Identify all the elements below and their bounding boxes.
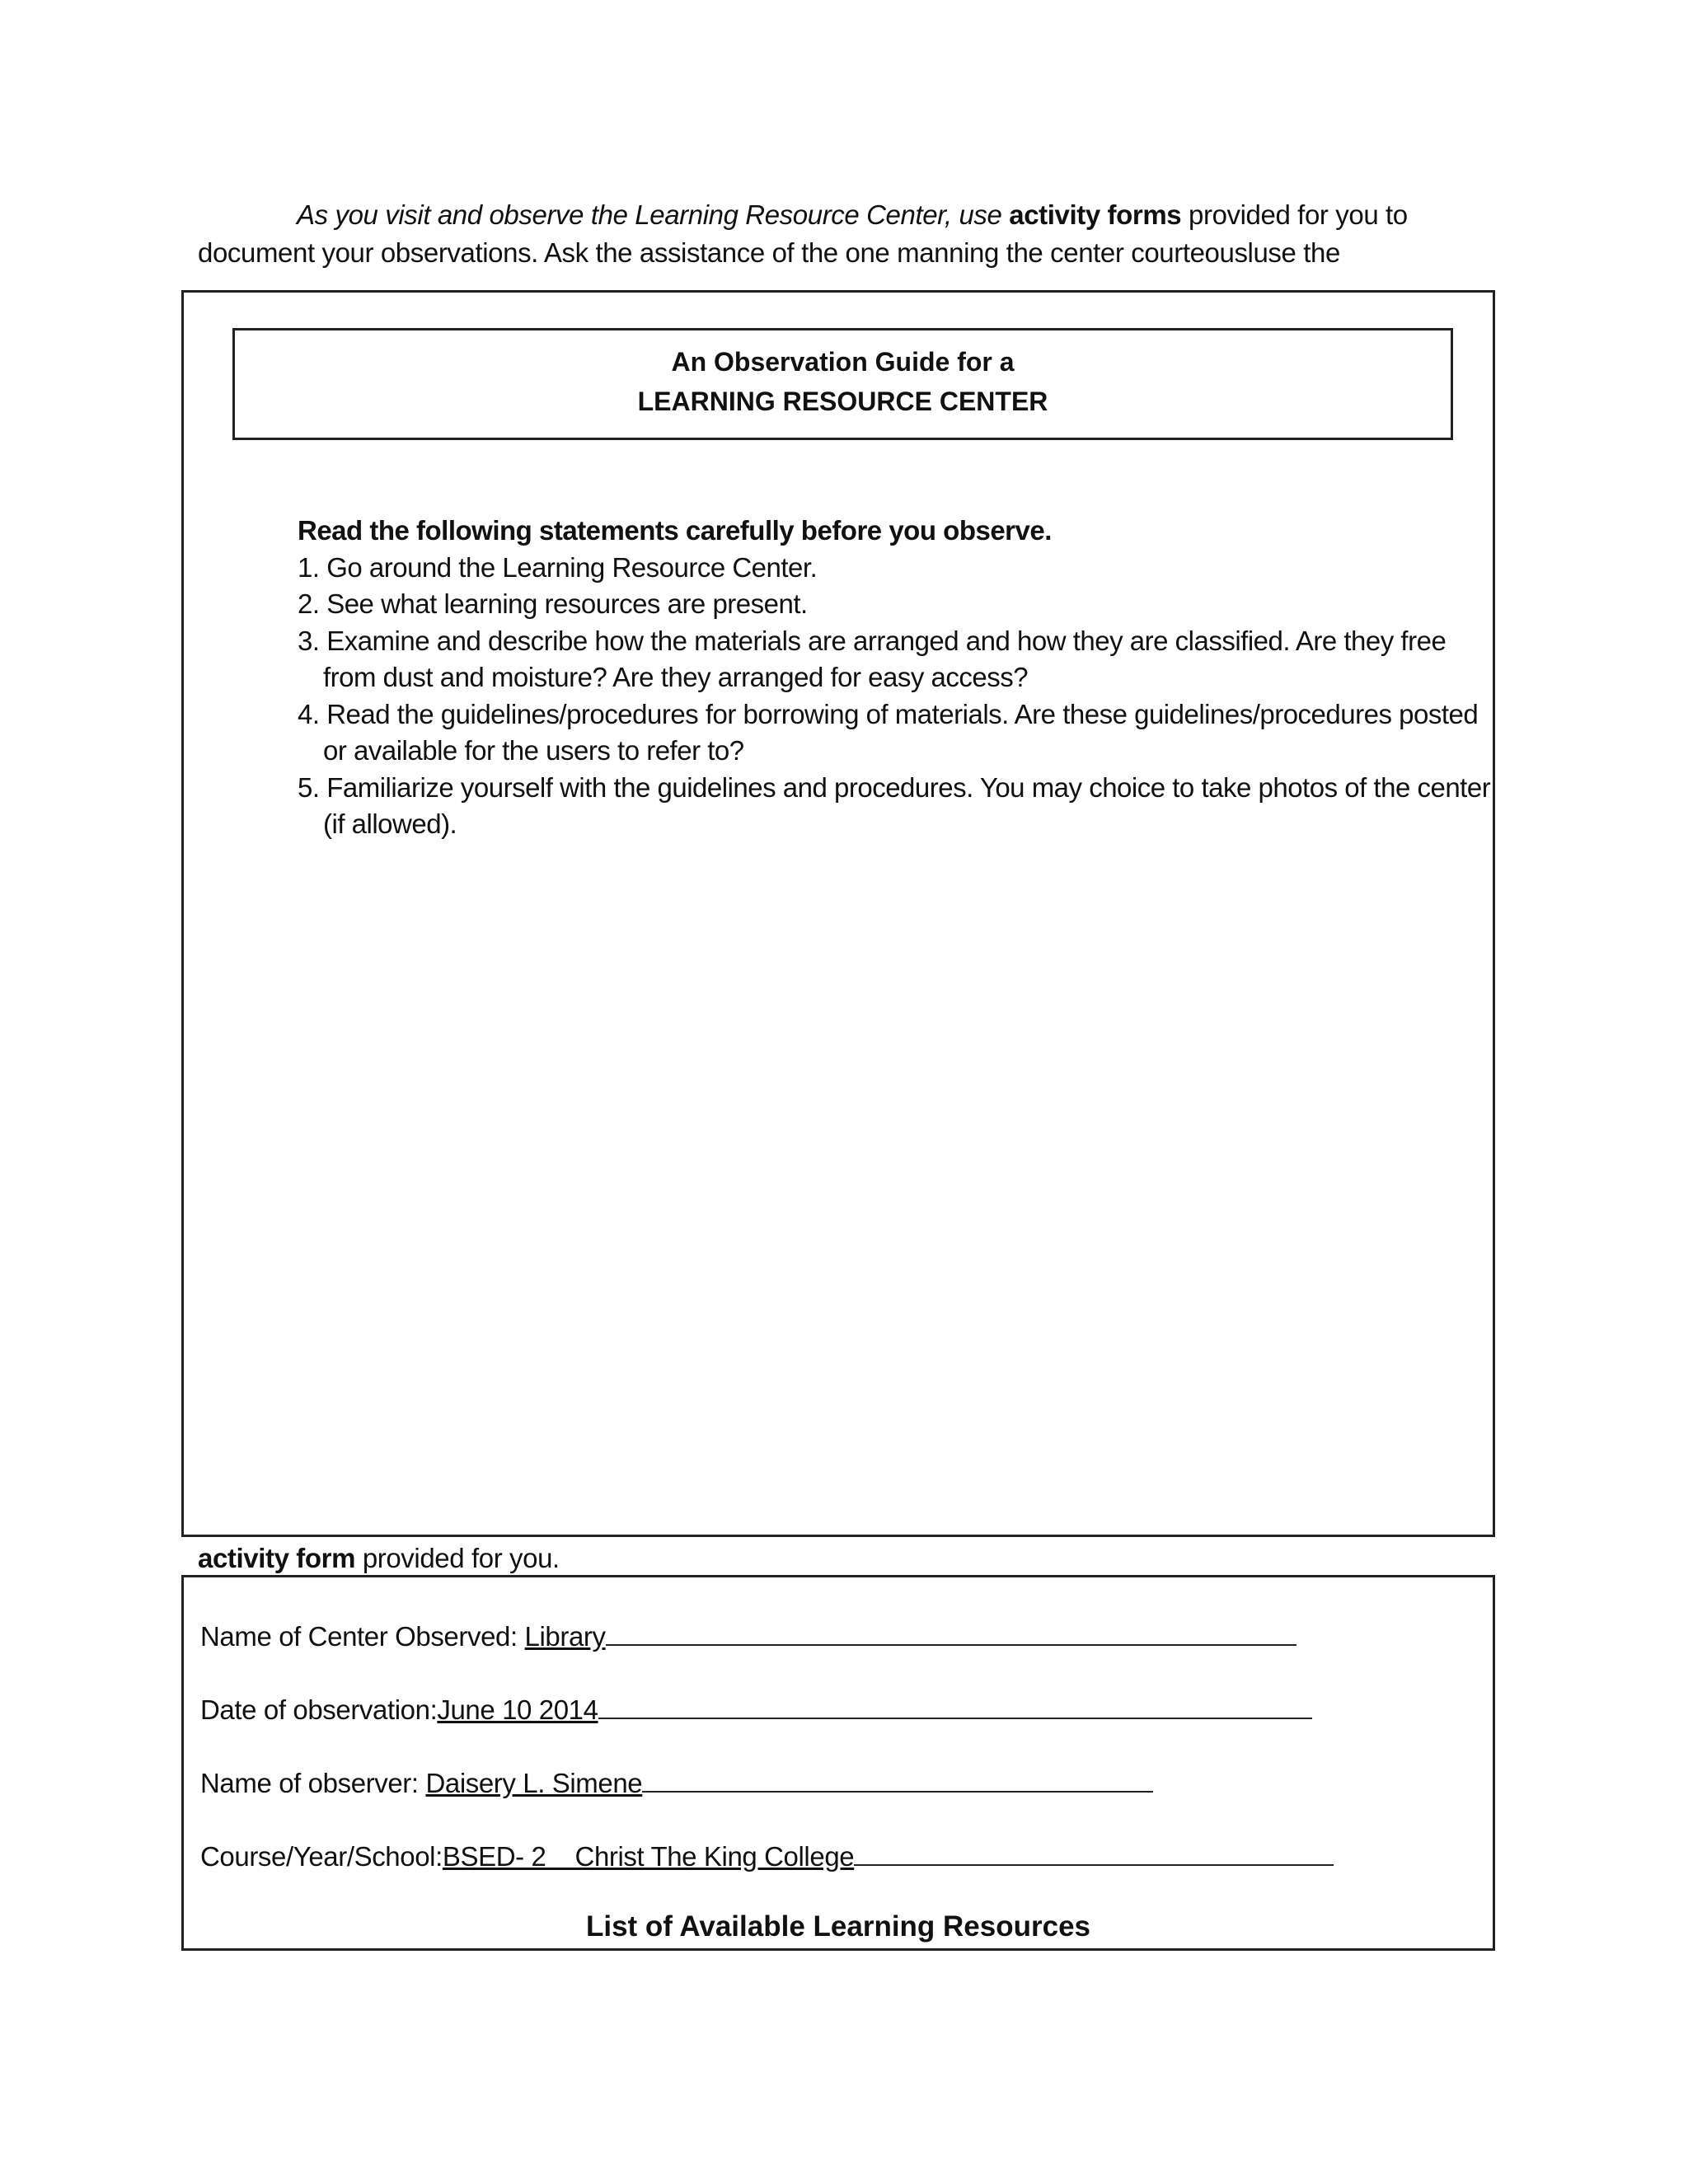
intro-bold-text: activity forms bbox=[1009, 199, 1182, 230]
observer-name-label: Name of observer: bbox=[200, 1768, 419, 1798]
date-of-observation-label: Date of observation: bbox=[200, 1694, 438, 1725]
activity-form-label bbox=[198, 1540, 560, 1577]
guide-title-box bbox=[232, 328, 1453, 440]
activity-form-bold: activity form bbox=[198, 1543, 356, 1573]
center-observed-label: Name of Center Observed: bbox=[200, 1621, 518, 1652]
instructions-list bbox=[298, 550, 1493, 843]
instructions-heading: Read the following statements carefully before you observe. bbox=[298, 515, 1052, 546]
intro-paragraph bbox=[198, 196, 1467, 272]
course-year-school-value: BSED- 2 Christ The King College bbox=[442, 1841, 855, 1872]
guide-title-line-1: An Observation Guide for a bbox=[671, 347, 1015, 377]
observer-name-field bbox=[200, 1765, 1153, 1802]
course-year-school-label: Course/Year/School: bbox=[200, 1841, 443, 1872]
center-observed-field bbox=[200, 1619, 1296, 1655]
instruction-item: 4. Read the guidelines/procedures for borrowing of materials. Are these guidelines/procedures posted or available for the users to refer to? bbox=[298, 698, 1479, 766]
intro-line-2: document your observations. Ask the assistance of the one manning the center courteousluse the bbox=[198, 237, 1340, 268]
observer-name-value: Daisery L. Simene bbox=[425, 1768, 643, 1798]
instruction-item: 1. Go around the Learning Resource Center. bbox=[298, 551, 818, 583]
date-of-observation-field bbox=[200, 1692, 1312, 1728]
activity-form-rest: provided for you. bbox=[362, 1543, 560, 1573]
date-of-observation-blank-line bbox=[598, 1693, 1312, 1719]
intro-italic-text: As you visit and observe the Learning Resource Center, use bbox=[297, 199, 1002, 230]
center-observed-blank-line bbox=[606, 1619, 1296, 1646]
observer-name-blank-line bbox=[642, 1766, 1153, 1793]
center-observed-value: Library bbox=[524, 1621, 606, 1652]
course-year-school-field bbox=[200, 1839, 1334, 1875]
observation-guide-box bbox=[181, 290, 1495, 1537]
instruction-item: 3. Examine and describe how the materials are arranged and how they are classified. Are they free from dust and moisture? Are they arranged for easy access? bbox=[298, 625, 1447, 692]
guide-title-line-2: LEARNING RESOURCE CENTER bbox=[637, 387, 1048, 416]
instruction-item: 2. See what learning resources are present. bbox=[298, 588, 808, 619]
intro-rest-text: provided for you to bbox=[1189, 199, 1408, 230]
activity-form-box bbox=[181, 1575, 1495, 1951]
instructions bbox=[298, 513, 1493, 843]
instruction-item: 5. Familiarize yourself with the guidelines and procedures. You may choice to take photos of the center (if allowed). bbox=[298, 771, 1491, 839]
list-of-resources-title: List of Available Learning Resources bbox=[585, 1910, 1091, 1943]
course-year-school-blank-line bbox=[854, 1840, 1334, 1866]
intro-line-1 bbox=[198, 196, 1467, 234]
date-of-observation-value: June 10 2014 bbox=[437, 1694, 598, 1725]
